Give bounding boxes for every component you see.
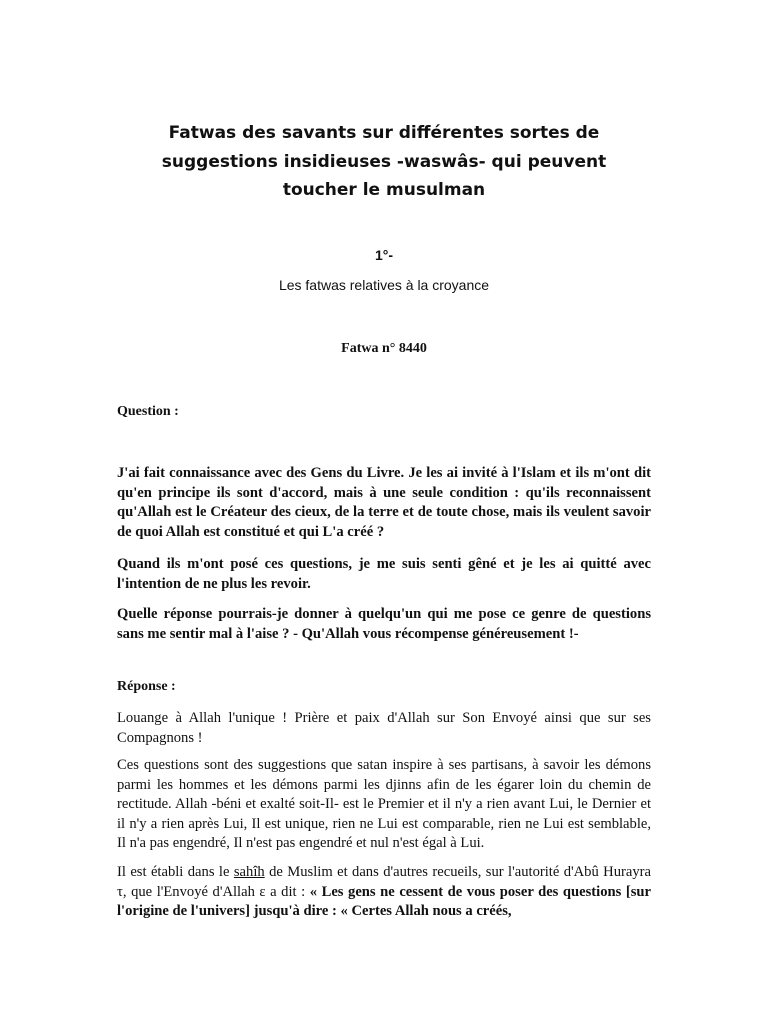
sahih-term: sahîh: [233, 864, 265, 880]
section-title: Les fatwas relatives à la croyance: [278, 277, 490, 293]
document-title: [100, 119, 668, 205]
hadith-quote: « Les gens ne cessent de vous poser des questions [sur l'origine de l'univers] jusqu'à dire : « Certes Allah nous a créés,: [117, 883, 652, 920]
section-number: 1°-: [374, 247, 394, 263]
question-label: Question :: [117, 404, 179, 419]
fatwa-number: Fatwa n° 8440: [341, 341, 427, 356]
question-paragraph-3: Quelle réponse pourrais-je donner à quelqu'un qui me pose ce genre de questions sans me sentir mal à l'aise ? - Qu'Allah vous récompense généreusement !-: [117, 606, 651, 642]
title-line-3: toucher le musulman: [282, 180, 486, 200]
title-line-1: Fatwas des savants sur différentes sortes de: [168, 123, 600, 143]
title-line-2: suggestions insidieuses -waswâs- qui peuvent: [161, 151, 607, 172]
paragraph-text-start: Il est établi dans le: [117, 864, 234, 880]
answer-paragraph-1: Louange à Allah l'unique ! Prière et paix d'Allah sur Son Envoyé ainsi que sur ses Compagnons !: [117, 710, 651, 746]
answer-paragraph-2: Ces questions sont des suggestions que satan inspire à ses partisans, à savoir les démons parmi les hommes et les démons parmi les djinns afin de les égarer loin du chemin de rectitude. Allah -béni et exalté soit-Il- est le Premier et il n'y a rien avant Lui, le Dernier et il n'y a rien après Lui, Il est unique, rien ne Lui est comparable, rien ne Lui est semblable, Il n'a pas engendré, Il n'est pas engendré et nul n'est égal à Lui.: [117, 757, 651, 852]
paragraph-text-middle: de Muslim et dans d'autres recueils, sur l'autorité d'Abû Hurayra τ, que l'Envoyé d'Allah ε a dit :: [117, 864, 651, 900]
question-paragraph-2: Quand ils m'ont posé ces questions, je me suis senti gêné et je les ai quitté avec l'intention de ne plus les revoir.: [117, 556, 651, 592]
answer-paragraph-3: [117, 863, 651, 922]
answer-label: Réponse :: [117, 679, 176, 694]
question-paragraph-1: J'ai fait connaissance avec des Gens du Livre. Je les ai invité à l'Islam et ils m'ont dit qu'en principe ils sont d'accord, mais à une seule condition : qu'ils reconnaissent qu'Allah est le Créateur des cieux, de la terre et de toute chose, mais ils veulent savoir de quoi Allah est constitué et qui L'a créé ?: [117, 465, 651, 540]
